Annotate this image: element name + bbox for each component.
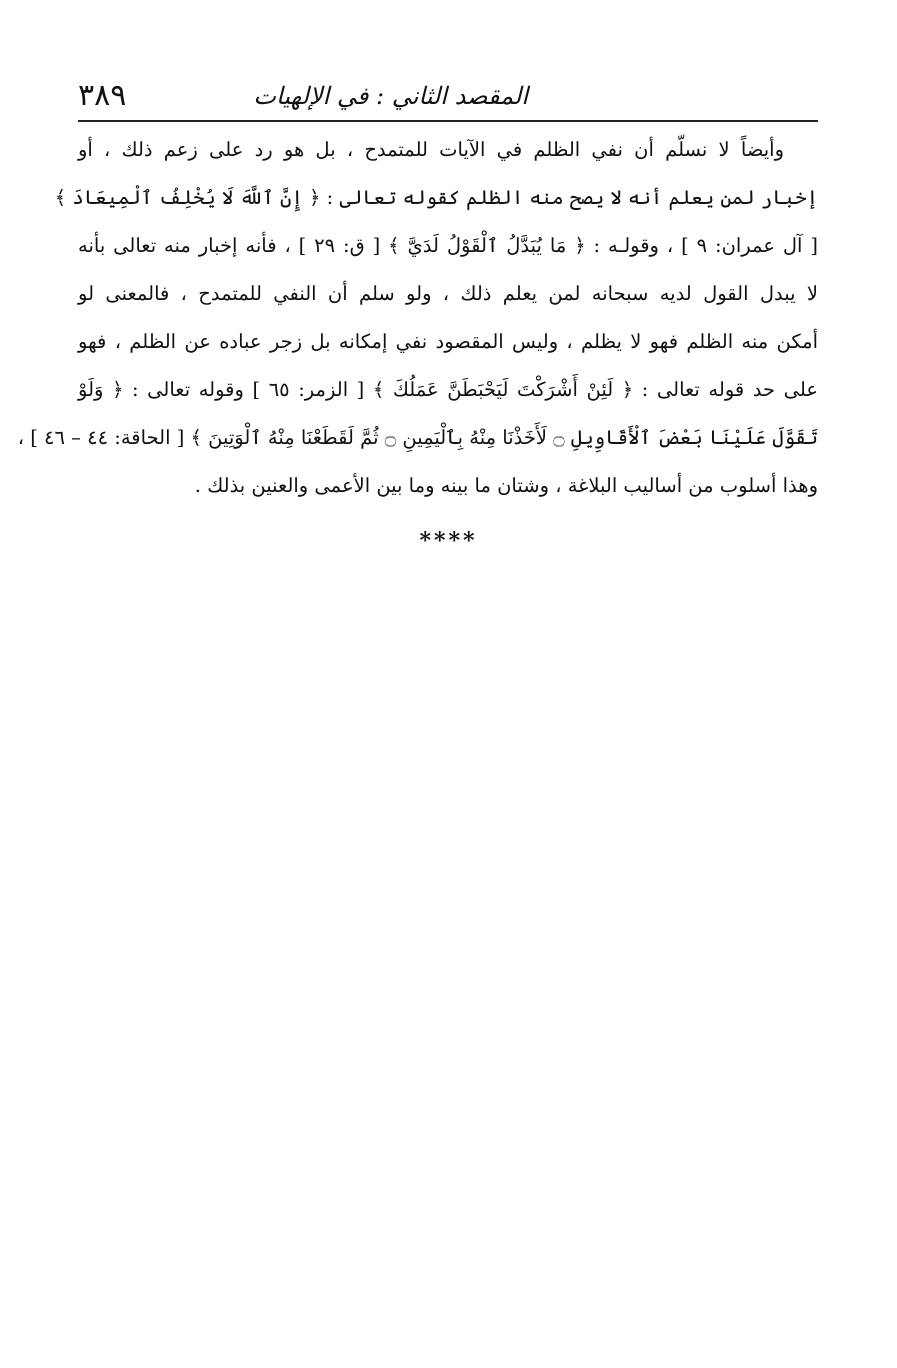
running-title: المقصد الثاني : في الإلهيات: [253, 82, 528, 110]
body-text: [17, 126, 819, 510]
text-line: تَقَوَّلَ عَلَيْنَا بَعْضَ ٱلْأَقَاوِيلِ ۝ لَأَخَذْنَا مِنْهُ بِٱلْيَمِينِ ۝ ثُمَّ لَقَطَعْنَا مِنْهُ ٱلْوَتِينَ ﴾ [ الحاقة: ٤٤ – ٤٦ ] ،: [17, 426, 818, 449]
text-line: إخبار لمن يعلم أنه لا يصح منه الظلم كقوله تعالى : ﴿ إِنَّ ٱللَّهَ لَا يُخْلِفُ ٱلْمِيعَادَ ﴾: [54, 186, 818, 209]
text-line: [ آل عمران: ٩ ] ، وقولـه : ﴿ مَا يُبَدَّلُ ٱلْقَوْلُ لَدَيَّ ﴾ [ ق: ٢٩ ] ، فأنه إخبار منه تعالى بأنه: [78, 234, 818, 257]
text-line: لا يبدل القول لديه سبحانه لمن يعلم ذلك ، ولو سلم أن النفي للمتمدح ، فالمعنى لو: [78, 282, 818, 305]
text-line: وأيضاً لا نسلّم أن نفي الظلم في الآيات للمتمدح ، بل هو رد على زعم ذلك ، أو: [78, 138, 784, 161]
page-header: [78, 78, 818, 122]
text-line: على حد قوله تعالى : ﴿ لَئِنْ أَشْرَكْتَ لَيَحْبَطَنَّ عَمَلُكَ ﴾ [ الزمر: ٦٥ ] وقوله تعالى : ﴿ وَلَوْ: [78, 378, 819, 401]
text-line: وهذا أسلوب من أساليب البلاغة ، وشتان ما بينه وما بين الأعمى والعنين بذلك .: [194, 474, 818, 497]
text-line: أمكن منه الظلم فهو لا يظلم ، وليس المقصود نفي إمكانه بل زجر عباده عن الظلم ، فهو: [78, 330, 818, 353]
section-divider: ****: [419, 528, 478, 554]
page-number: ٣٨٩: [78, 78, 127, 113]
